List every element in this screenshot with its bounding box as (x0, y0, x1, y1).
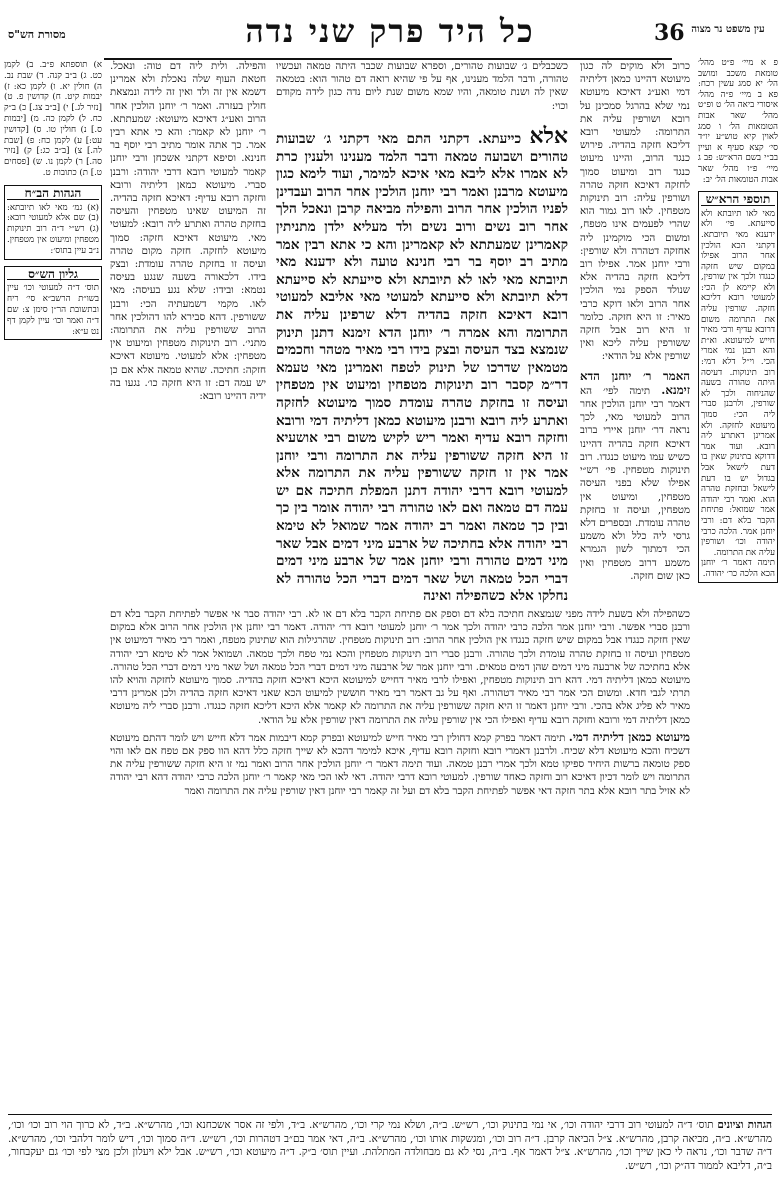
right-margin (698, 58, 778, 589)
tosafot-column (110, 60, 266, 403)
rashi-lower-text: תימה לפי׳ הא דאמר רבי יוחנן הולכין אחר הרוב למעוטי מאי, לכך נראה דר׳ יוחנן איירי ברוב דאיכא חזקה בהדיה דהיינו כשיש עמו מיעוט כנגדו. רוב תינוקות מטפחין. פי׳ רש״י אפילו שלא בפני העיסה מטפחין, ומיעוט אין מטפחין, ועיסה זו בחזקת טהרה עומדת. ובספרים דלא גרסי ליה כלל ולא משמע הכי דמתוך לשון הגמרא משמע דרוב מטפחין ואין כאן שום חזקה. (580, 385, 690, 582)
page-header (0, 2, 780, 58)
gemara-column (276, 123, 568, 606)
gemara-opening-word: אלא (529, 123, 568, 149)
tosafot-harosh-box (698, 191, 778, 582)
page-number: 36 (654, 20, 685, 46)
hagahot-habach-box (4, 185, 102, 260)
tosafot-text: והפילה. ולית ליה דם טוה: ונאכל. חטאת העוף שלה נאכלת ולא אמרינן דשמא אין זה ולד ואין זה לידה ונמצאת חולין בעזרה. ואמר ר׳ יוחנן הולכין אחר הרוב ואע״ג דאיכא מיעוטא: שמעתתא. ר׳ יוחנן לא קאמר: והא כי אתא רבין אמר. כך אתה אומר מתיב רבי יוסף בר חנינא. וסיפא דקתני אשכחן ורבי יוחנן קאמר למעוטי רובא דרבי יהודה: ורבנן סברי. מיעוטא כמאן דליתיה ורובא וחזקה רובא עדיף: דאיכא חזקה בהדיה. זה המיעוט שאינו מטפחין והעיסה בחזקת טהרה ואתרע ליה רובא: למעוטי מאי. מיעוטא דאיכא חזקה: סמוך מיעוטא לחזקה. חזקה מקום טהרה ועיסה זו בחזקת טהרה עומדת: ובצק בידו. דלכאורה בשעה שנגע בעיסה נטמא: ובידו: שלא נגע בעיסה: מאי לאו. מקמי דשמעתיה הכי: ורבנן ששורפין. דהא סבירא להו דהולכין אחר הרוב ששורפין עליה את התרומה: מתני׳. רוב תינוקות מטפחין ומיעוט אין מטפחין: אלא למעוטי. מיעוטא דאיכא חזקה: חתיכה. שהיא טמאה אלא אם כן יש עמה דם: זו היא חזקה כו׳. נגעו בה ידיה דהיינו רובא: (110, 61, 266, 403)
gilyon-hashas-box (4, 266, 102, 341)
rashi-lower (580, 370, 690, 583)
lower-commentary-text: כשהפילה ולא בשעת לידה מפני שנמצאת חתיכה בלא דם וספק אם פתיחת הקבר בלא דם או לא. רבי יהודה סבר אי אפשר לפתיחת הקבר בלא דם ורבנן סברי אפשר. ורבי יוחנן אמר הלכה כרבי יהודה ולכך אמר ר׳ יוחנן למעוטי רובא דר׳ יהודה. דאמר רבי יוחנן אין הולכין אחר הרוב אלא במקום שאין חזקה כנגדו אבל במקום שיש חזקה כנגדו אין הולכין אחר הרוב: רוב תינוקות מטפחין. שהרגילות הוא שתינוק מטפח, ואמר רבי מאיר דמיעוט אין מטפחין ועיסה זו בחזקת טהרה עומדת ולכך טהורה. ורבנן סברי רוב תינוקות מטפחין והכא נמי טפח ולכך טמאה. ושמואל אמר לא טימא רבי יהודה אלא בחתיכה של ארבעה מיני דמים שהן דמים טמאים. ורבי יוחנן אמר של ארבעה מיני דמים דברי הכל טמאה ושל שאר מיני דמים דברי הכל טהורה. מיעוטא כמאן דליתיה דמי. דהא רוב תינוקות מטפחין, ואפילו לרבי מאיר דחייש למיעוטא היכא דאיכא חזקה בהדיה. סמוך מיעוטא לחזקה והויא להו תרתי לגבי חדא. ומשום הכי אמר רבי מאיר דטהורה. ואף על גב דאמר רבי מאיר חוששין למיעוט הכא שאני דאיכא חזקה בהדיה ולכן אמרינן דרבי מאיר לא פליג אלא בהכי. ורבי יוחנן דאמר זו היא חזקה ששורפין עליה את התרומה לא קאמר אלא היכא דליכא חזקה כנגדו. ורבנן סברי ליה מיעוטא כמאן דליתיה דמי ורובא וחזקה רובא עדיף ואפילו הכי אין שורפין עליה את התרומה דאין שורפין אלא על הודאי. (110, 609, 690, 726)
hagahot-habach-text: (א) גמ׳ מאי לאו תיובתא: (ב) שם אלא למעוטי רובא: (ג) רש״י ד״ה רוב תינוקות מטפחין ומיעוט אין מטפחין. נ״ב עיין בתוס׳: (7, 202, 99, 256)
hagahot-habach-title: הגהות הב״ח (7, 188, 99, 200)
main-top-text: כשכבלים ג׳ שבועות טהורים, וספרא שבועות שכבר היתה טמאה ועכשיו טהורה, ודבר הלמד מענינו, אף על פי שהיא רואה דם טהור הוא: בטמאה שאין לה ושנת טומאה, והיו שמא משום שנת ליום נדה כגון לידה מקודם וכוי: (276, 61, 568, 112)
rashi-column (580, 60, 690, 583)
lower-commentary-text-2: תימה דאמר בפרק קמא דחולין רבי מאיר חייש למיעוטא ובפרק קמא דיבמות אמר דלא חייש ויש לומר דהתם מיעוטא דשכיח והכא מיעוטא דלא שכיח. ולרבנן דאמרי רובא וחזקה רובא עדיף, איכא למימר דהכא לא שייך חזקה כלל דהא הוו ספק אם טפח אם לאו והוי ספק טומאה ברשות היחיד ספיקו טמא ולכך אמרי רבנן טמאה. ועוד תימה דאמר ר׳ יוחנן הולכין אחר הרוב ואמר נמי זו היא חזקה ששורפין עליה את התרומה ויש לומר דכיון דאיכא רוב וחזקה כאחד שורפין. למעוטי רובא דרבי יהודה. דאי לאו הכי מאי קאמר ר׳ יוחנן הלכה כרבי יהודה דהא רבי יהודה לא אזיל בתר רובא אלא בתר חזקה דאי אפשר לפתיחת הקבר בלא דם ועל זה קאמר רבי יוחנן דאין שורפין עליה את התרומה ואמר (110, 732, 690, 797)
ein-mishpat-label: עין משפט נר מצוה (691, 24, 765, 35)
lower-commentary-2 (110, 731, 690, 798)
footer-label: הגהות וציונים (717, 1119, 772, 1131)
page-title: כל היד פרק שני נדה (245, 12, 535, 50)
mesoret-hashas-text: א) תוספתא פ״ב. ב) לקמן כט. ג) ב״ב קנה. ד) שבת נב. ה) חולין יא. ו) לקמן כא: ז) יבמות קיט. ח) קדושין פ. ט) [נזיר לג.] י) [ב״ב צג.] כ) ב״ק כח. ל) לקמן כה. מ) [יבמות ס.] נ) חולין טו. ס) [קדושין עט:] ע) לקמן כח: פ) [שבת לה.] צ) [ב״ב כג:] ק) [נזיר סה.] ר) לקמן נו. ש) [פסחים ט.] ת) כתובות ט. (4, 60, 102, 178)
left-margin (4, 60, 102, 346)
ein-mishpat-text: פ א מיי׳ פ״ט מהל׳ טומאת משכב ומושב הל׳ יא סמג עשין רכח: פא ב מיי׳ פ״ה מהל׳ איסורי ביאה הל׳ ט ופ״ט מהל׳ שאר אבות הטומאות הל׳ ו סמג לאוין קיא טוש״ע יו״ד סי׳ קצא סעיף א ועיין בב״י בשם הרא״ש: פב ג מיי׳ פ״ו מהל׳ שאר אבות הטומאות הל׳ יב: (698, 58, 778, 185)
footer-notes (8, 1114, 772, 1173)
rashi-text: כרוב ולא מוקים לה כגון מיעוטא דהיינו כמאן דליתיה דמי ואע״ג דאיכא מיעוטא נמי שלא בהרגל סמכינן על רובא ושורפין עליה את התרומה: למעוטי רובא דליכא חזקה בהדיה. פירוש כנגד הרוב, והיינו מיעוט כנגד רוב ומיעוט סמוך לחזקה דאיכא חזקה טהרה ושורפין עליה: רוב תינוקות מטפחין. לאו רוב גמור הוא שהרי לפעמים אינו מטפח, ומשום הכי מוקמינן ליה אחזקה דטהרה ולא שורפין: ורבי יוחנן אמר. אפילו רוב דליכא חזקה בהדיה אלא שנולד הספק נמי הולכין אחר הרוב ולאו דוקא כרבי מאיר: זו היא חזקה. כלומר זו היא רוב אבל חזקה ששורפין עליה ליכא ואין שורפין אלא על הודאי: (580, 61, 690, 363)
lower-commentary-heading: מיעוטא כמאן דליתיה דמי. (568, 729, 690, 744)
footer-text: תוס׳ ד״ה למעוטי רוב דרבי יהודה וכו׳, אי נמי בתינוק וכו׳, רש״ש. ב״ה, ושלא נמי קרי וכו׳, מהרש״א. ב״ד, ולפי זה אסר אשכחנא וכו׳, מהרש״א. ב״ד, לא כרוך הוי רוב וכו׳ וכו׳, מהרש״א. ב״ה, מביאה קרבן, מהרש״א. צ״ל הביאה קרבן. ד״ה רוב וכו׳, ומגשקות אותו וכו׳, מהרש״א. ב״ה, דאי אמר בם״ב דטהרות וכו׳, רש״ש. ד״ה סמוך וכו׳, דיש לומר דלהבי וכו׳, מהרש״א. ד״ה שדבר וכו׳, נראה לי כאן שייך וכו׳, מהרש״א. צ״ל דאמר אף. ב״ה, נסי לא גם מבחולדה המתלהת. ועיין תוס׳ ב״ק. ד״ה מיעוטא וכו׳, רש״ש. אבל ילא ויעלון ולכן מצי לפי וכו׳ גם יעקבחור, ב״ה, דליבא לממור דה״ק וכו׳, רש״ש. (8, 1119, 772, 1172)
gemara-text: כייעתא. דקתני התם מאי דקתני ג׳ שבועות טהורים ושבועה טמאה ודבר הלמד מענינו ולענין כרת לא אמרו אלא ליבא מאי איכא למימר, ועוד לימא כגון מיעוטא מרבנן ואמר רבי יוחנן הולכין אחר הרוב ועבדינן לפניו הולכין אחר הרוב והפילה מביאה קרבן ונאכל הלך אחר רוב נשים ורוב נשים ולד מעליא ילדן מתניתין קאמרינן שמעתתא לא קאמרינן והא כי אתא רבין אמר מתיב רב יוסף בר רבי חנינא טועה ולא ידענא מאי תיובתא מאי לאו לא תיובתא ולא סייעתא לא סייעתא דלא תיובתא ולא סייעתא למעוטי מאי אליבא למעוטי רובא דאיכא חזקה בהדיה דלא שרפינן עליה את התרומה והא אמרה ר׳ יוחנן הדא זימנא דתנן תינוק שנמצא בצד העיסה ובצק בידו רבי מאיר מטהר וחכמים מטמאין שדרכו של תינוק לטפח ואמרינן מאי טעמא דר״מ קסבר רוב תינוקות מטפחין ומיעוט אין מטפחין ועיסה זו בחזקת טהרה עומדת סמוך מיעוטא לחזקה ואתרע ליה רובא ורבנן מיעוטא כמאן דליתיה דמי ורובא וחזקה רובא עדיף ואמר ריש לקיש משום רבי אושעיא זו היא חזקה ששורפין עליה את התרומה ורבי יוחנן אמר אין זו חזקה ששורפין עליה את התרומה אלא למעוטי רובא דרבי יהודה דתנן המפלת חתיכה אם יש עמה דם טמאה ואם לאו טהורה רבי יהודה אומר בין כך ובין כך טמאה ואמר רב יהודה אמר שמואל לא טימא רבי יהודה אלא בחתיכה של ארבע מיני דמים אבל שאר מיני דמים טהורה ורבי יוחנן אמר של ארבע מיני דמים דברי הכל טמאה ושל שאר דמים דברי הכל טהורה לא נחלקו אלא כשהפילה ואינה (276, 131, 568, 605)
rashi-lower-heading: האמר ר׳ יוחנן הדא זימנא. (580, 368, 690, 397)
tosafot-harosh-end: תימה דאמר ר׳ יוחנן הכא הלכה כר׳ יהודה. (701, 558, 775, 579)
tosafot-harosh-text: מאי לאו תיובתא ולא סייעתא. פי׳ ולא ידענא מאי תיובתא. דקתני הכא הולכין אחר הרוב אפילו במקום שיש חזקה כנגדו ולכך אין שורפין, ולא קיימא לן הכי: למעוטי רובא דליכא חזקה. שורפין עליה את התרומה משום דרובא עדיף ורבי מאיר חייש למיעוטא. וא״ת והא רבנן נמי אמרי הכי. וי״ל דלא דמי: רוב תינוקות. דעיסה היתה טהורה בשעה שהניחוה ולכך לא שורפין, ולרבנן סברי ליה הכי: סמוך מיעוטא לחזקה. ולא אמרינן דאתרע ליה רובא. ועוד אמר דדוקא בתינוק שאין בו דעת לישאל אבל בגדול יש בו דעת לישאל ובחזקת טהרה הוא. ואמר רבי יהודה אמר שמואל: פתיחת הקבר בלא דם: ורבי יוחנן אמר. הלכה כרבי יהודה וכו׳ ושורפין עליה את התרומה. (701, 208, 775, 558)
gilyon-hashas-title: גליון הש״ס (7, 269, 99, 281)
mesoret-label: מסורת הש"ס (8, 28, 66, 41)
tosafot-harosh-title: תוספי הרא״ש (701, 194, 775, 206)
gilyon-hashas-text: תוס׳ ד״ה למעוטי וכו׳ עיין בשו״ת הרשב״א סי׳ ריח ובתשובת הר״ן סימן צ: שם ד״ה ואמר וכו׳ עיין לקמן דף נט ע״א: (7, 283, 99, 337)
lower-commentary (110, 608, 690, 798)
